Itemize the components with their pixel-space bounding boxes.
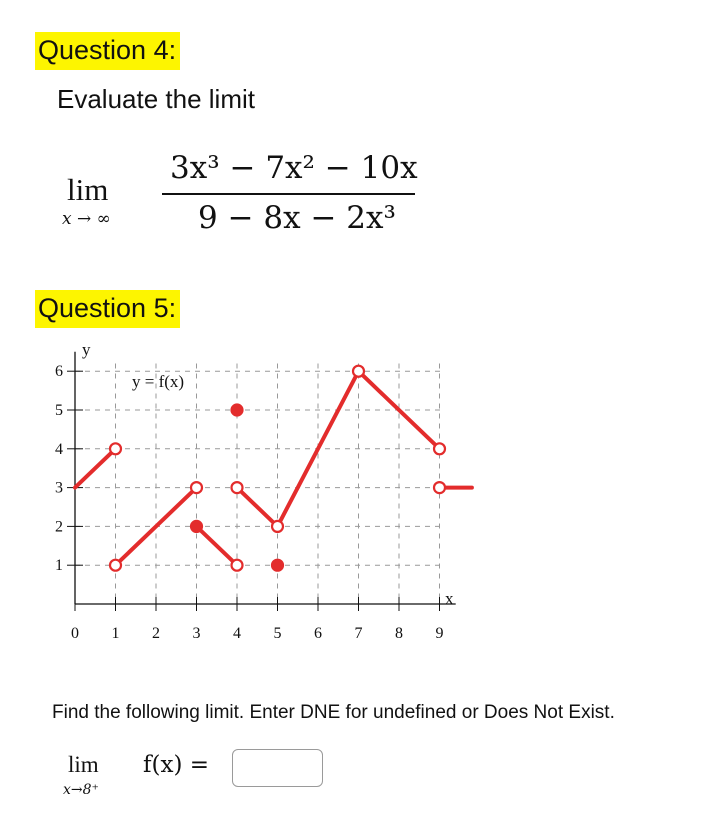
x-tick-label: 5: [273, 625, 282, 642]
open-point: [110, 443, 121, 454]
x-tick-label: 6: [314, 625, 322, 642]
y-tick-label: 5: [55, 402, 63, 419]
closed-point: [232, 405, 243, 416]
x-tick-label: 1: [111, 625, 120, 642]
question-5-title: Question 5:: [35, 290, 180, 328]
y-axis-label: y: [82, 340, 91, 359]
curve-segment: [75, 449, 116, 488]
x-tick-label: 7: [354, 625, 363, 642]
curve-segment: [237, 488, 278, 527]
limit-subscript: x → ∞: [62, 209, 111, 229]
limit-operator: lim: [67, 172, 109, 207]
open-point: [434, 482, 445, 493]
x-axis-label: x: [445, 589, 454, 608]
x-tick-label: 9: [435, 625, 444, 642]
y-tick-label: 2: [55, 518, 63, 536]
fraction-bar: [162, 193, 415, 195]
function-graph: [0, 330, 480, 650]
limit-operator-2: lim: [68, 752, 99, 777]
x-tick-label: 3: [192, 625, 201, 642]
closed-point: [272, 560, 283, 571]
open-point: [353, 366, 364, 377]
y-tick-label: 1: [55, 557, 63, 575]
answer-input[interactable]: [232, 749, 323, 787]
open-point: [232, 560, 243, 571]
open-point: [434, 443, 445, 454]
question-5-prompt: Find the following limit. Enter DNE for undefined or Does Not Exist.: [52, 702, 615, 723]
open-point: [191, 482, 202, 493]
function-label: y = f(x): [132, 372, 185, 391]
y-tick-label: 4: [55, 440, 63, 458]
x-tick-label: 8: [395, 625, 403, 642]
x-tick-label: 4: [233, 625, 241, 642]
y-tick-label: 6: [55, 363, 63, 381]
curve-segment: [197, 526, 238, 565]
x-tick-label: 0: [71, 625, 79, 642]
question-4-prompt: Evaluate the limit: [57, 84, 255, 114]
open-point: [232, 482, 243, 493]
closed-point: [191, 521, 202, 532]
limit-subscript-2: x→8⁺: [63, 782, 99, 798]
open-point: [272, 521, 283, 532]
y-tick-label: 3: [55, 479, 63, 497]
x-tick-label: 2: [152, 625, 160, 642]
open-point: [110, 560, 121, 571]
fraction-numerator: 3x³ − 7x² − 10x: [170, 150, 418, 186]
question-4-title: Question 4:: [35, 32, 180, 70]
function-expression: f(x) =: [143, 752, 210, 778]
fraction-denominator: 9 − 8x − 2x³: [198, 200, 396, 236]
